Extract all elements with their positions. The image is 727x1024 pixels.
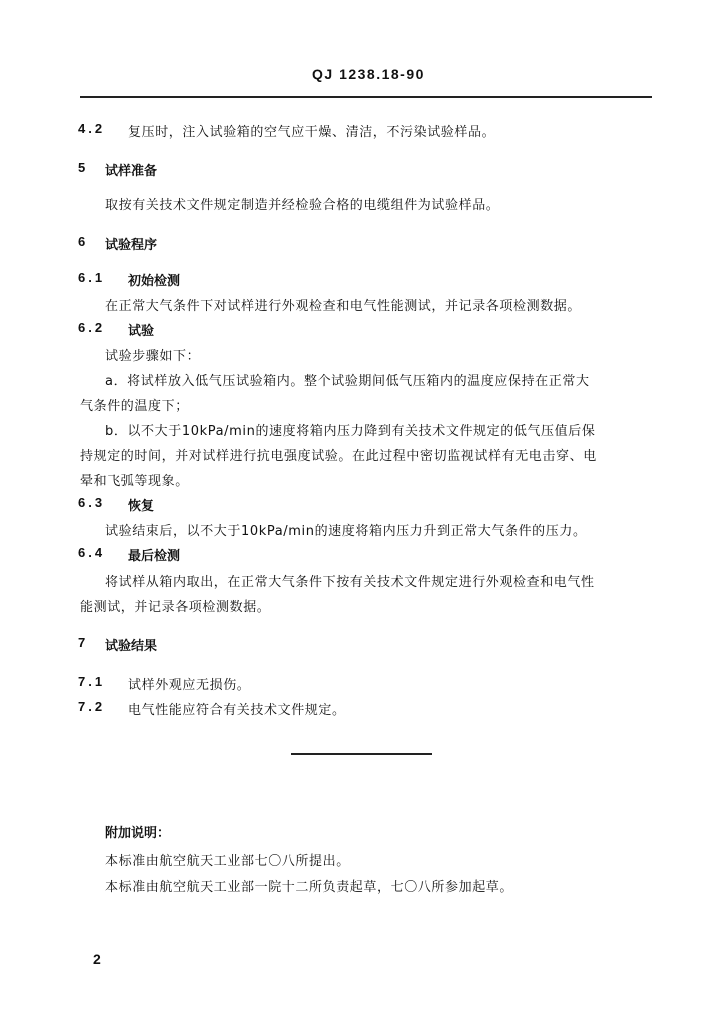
clause-text-7-2: 电气性能应符合有关技术文件规定。: [128, 703, 346, 718]
section-number-7: 7: [78, 635, 89, 650]
section-title-7: 试验结果: [105, 639, 158, 654]
note-line-1: 本标准由航空航天工业部七〇八所提出。: [105, 854, 350, 869]
section-text-5: 取按有关技术文件规定制造并经检验合格的电缆组件为试验样品。: [105, 198, 500, 213]
end-of-text-rule: [291, 753, 432, 755]
step-b-line-2: 持规定的时间，并对试样进行抗电强度试验。在此过程中密切监视试样有无电击穿、电: [80, 449, 597, 464]
clause-number-7-2: 7.2: [78, 699, 106, 714]
step-a-line-2: 气条件的温度下；: [80, 399, 189, 414]
document-code: QJ 1238.18-90: [312, 66, 425, 82]
clause-text-6-4-line-1: 将试样从箱内取出，在正常大气条件下按有关技术文件规定进行外观检查和电气性: [105, 575, 595, 590]
section-number-5: 5: [78, 160, 89, 175]
note-line-2: 本标准由航空航天工业部一院十二所负责起草，七〇八所参加起草。: [105, 880, 514, 895]
clause-text-6-1: 在正常大气条件下对试样进行外观检查和电气性能测试，并记录各项检测数据。: [105, 299, 582, 314]
clause-number-6-3: 6.3: [78, 495, 106, 510]
step-b-line-1: b．以不大于10kPa/min的速度将箱内压力降到有关技术文件规定的低气压值后保: [105, 424, 596, 439]
clause-text-4-2: 复压时，注入试验箱的空气应干燥、清洁，不污染试验样品。: [128, 125, 496, 140]
clause-text-6-4-line-2: 能测试，并记录各项检测数据。: [80, 600, 271, 615]
clause-text-7-1: 试样外观应无损伤。: [128, 678, 251, 693]
clause-number-6-1: 6.1: [78, 270, 106, 285]
clause-number-4-2: 4.2: [78, 121, 106, 136]
header-rule: [80, 96, 652, 98]
clause-title-6-4: 最后检测: [128, 549, 181, 564]
step-a-line-1: a．将试样放入低气压试验箱内。整个试验期间低气压箱内的温度应保持在正常大: [105, 374, 590, 389]
clause-title-6-1: 初始检测: [128, 274, 181, 289]
section-title-5: 试样准备: [105, 164, 158, 179]
clause-number-6-2: 6.2: [78, 320, 106, 335]
clause-text-6-3: 试验结束后，以不大于10kPa/min的速度将箱内压力升到正常大气条件的压力。: [105, 524, 587, 539]
note-title: 附加说明：: [105, 826, 171, 841]
section-title-6: 试验程序: [105, 238, 158, 253]
clause-title-6-2: 试验: [128, 324, 155, 339]
clause-number-7-1: 7.1: [78, 674, 106, 689]
clause-number-6-4: 6.4: [78, 545, 106, 560]
clause-title-6-3: 恢复: [128, 499, 155, 514]
clause-intro-6-2: 试验步骤如下：: [105, 349, 201, 364]
section-number-6: 6: [78, 234, 89, 249]
step-b-line-3: 晕和飞弧等现象。: [80, 474, 189, 489]
page-number: 2: [93, 951, 101, 967]
